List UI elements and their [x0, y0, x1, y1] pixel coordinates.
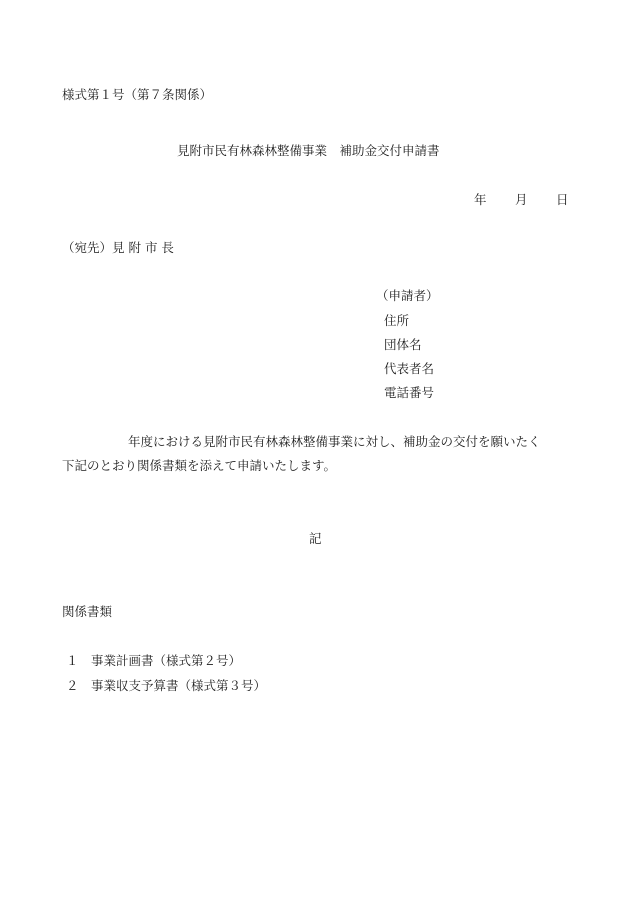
- applicant-rep-label: 代表者名: [384, 361, 435, 376]
- date-day: 日: [556, 192, 569, 207]
- document-title: 見附市民有林森林整備事業 補助金交付申請書: [177, 143, 440, 158]
- ki-heading: 記: [309, 531, 322, 546]
- form-number: 様式第１号（第７条関係）: [62, 87, 213, 102]
- applicant-phone-label: 電話番号: [384, 385, 435, 400]
- doc-item-1-text: 事業計画書（様式第２号）: [91, 653, 242, 668]
- applicant-address-label: 住所: [384, 313, 410, 328]
- date-month: 月: [515, 192, 528, 207]
- body-line-1: 年度における見附市民有林森林整備事業に対し、補助金の交付を願いたく: [128, 434, 541, 449]
- doc-item-2-number: ２: [66, 678, 79, 693]
- body-line-2: 下記のとおり関係書類を添えて申請いたします。: [62, 458, 337, 473]
- docs-heading: 関係書類: [62, 604, 113, 619]
- doc-item-1-number: １: [66, 653, 79, 668]
- doc-item-2-text: 事業収支予算書（様式第３号）: [91, 678, 267, 693]
- date-year: 年: [474, 192, 487, 207]
- applicant-org-label: 団体名: [384, 337, 422, 352]
- applicant-heading: （申請者）: [376, 288, 439, 303]
- addressee: （宛先）見 附 市 長: [62, 240, 174, 255]
